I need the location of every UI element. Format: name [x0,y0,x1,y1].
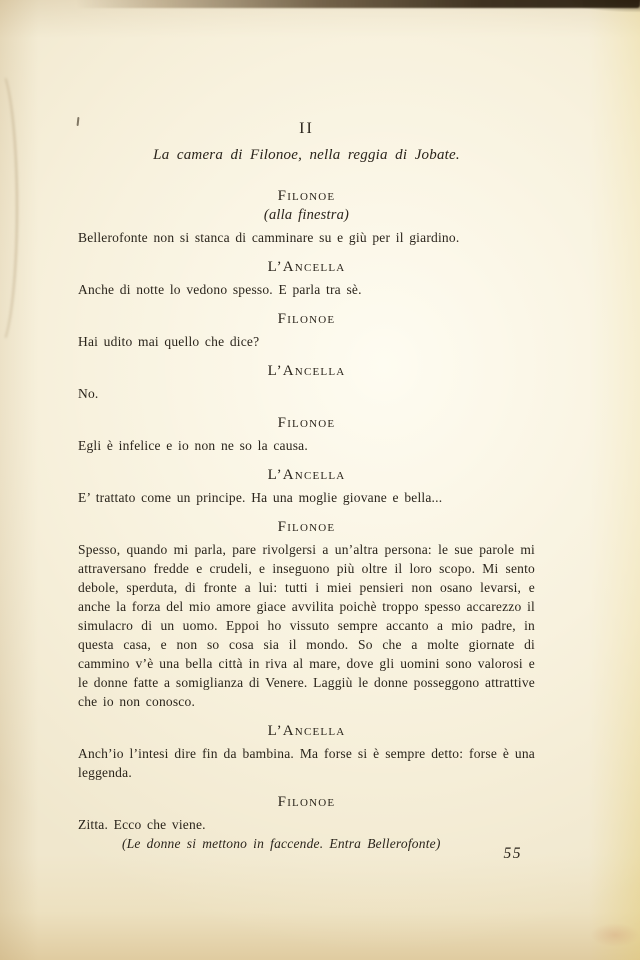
speaker-parenthetical: (alla finestra) [263,207,350,223]
speaker-name: Filonoe [277,188,336,204]
scene-number: II [299,120,314,137]
dialogue-line: Egli è infelice e io non ne so la causa. [78,438,308,453]
page-content [78,0,535,853]
scan-bottom-smudge [580,918,640,952]
speaker-name: Filonoe [277,794,336,810]
dialogue-line: Zitta. Ecco che viene. [78,817,206,832]
scene-direction: La camera di Filonoe, nella reggia di Jobate. [153,147,460,163]
dialogue-line: E’ trattato come un principe. Ha una moglie giovane e bella... [78,490,443,505]
dialogue-line: Anche di notte lo vedono spesso. E parla tra sè. [78,282,362,297]
dialogue-line: No. [78,386,99,401]
speaker-name: L’Ancella [267,467,346,483]
speaker-name: Filonoe [277,311,336,327]
scan-top-right-shadow [530,0,640,18]
speaker-name: L’Ancella [267,259,346,275]
dialogue [78,187,535,853]
page-curl-line [0,66,18,350]
dialogue-line: Anch’io l’intesi dire fin da bambina. Ma forse si è sempre detto: forse è una leggenda. [78,746,535,780]
dialogue-line: Spesso, quando mi parla, pare rivolgersi a un’altra persona: le sue parole mi attraversano fredde e crudeli, e inseguono più oltre il loro scopo. Mi sento debole, sperduta, di fronte a lui: tutti i miei pensieri non osano levarsi, e anche la forza del mio amore giace avvilita poichè troppo spesso accarezzo il simulacro di un uomo. Eppoi ho vissuto sempre accanto a mio padre, in questa casa, e non so cosa sia il mondo. So che a molte giornate di cammino v’è una bella città in riva al mare, dove gli uomini sono valorosi e le donne fatte a somiglianza di Venere. Laggiù le donne posseggono attrattive che io non conosco. [78,542,535,709]
dialogue-line: Bellerofonte non si stanca di camminare su e giù per il giardino. [78,230,460,245]
speaker-name: L’Ancella [267,723,346,739]
page-number: 55 [503,845,522,862]
speaker-name: Filonoe [277,519,336,535]
speaker-name: Filonoe [277,415,336,431]
inline-stage-direction: (Le donne si mettono in faccende. Entra Bellerofonte) [122,836,441,851]
speaker-name: L’Ancella [267,363,346,379]
dialogue-line: Hai udito mai quello che dice? [78,334,260,349]
